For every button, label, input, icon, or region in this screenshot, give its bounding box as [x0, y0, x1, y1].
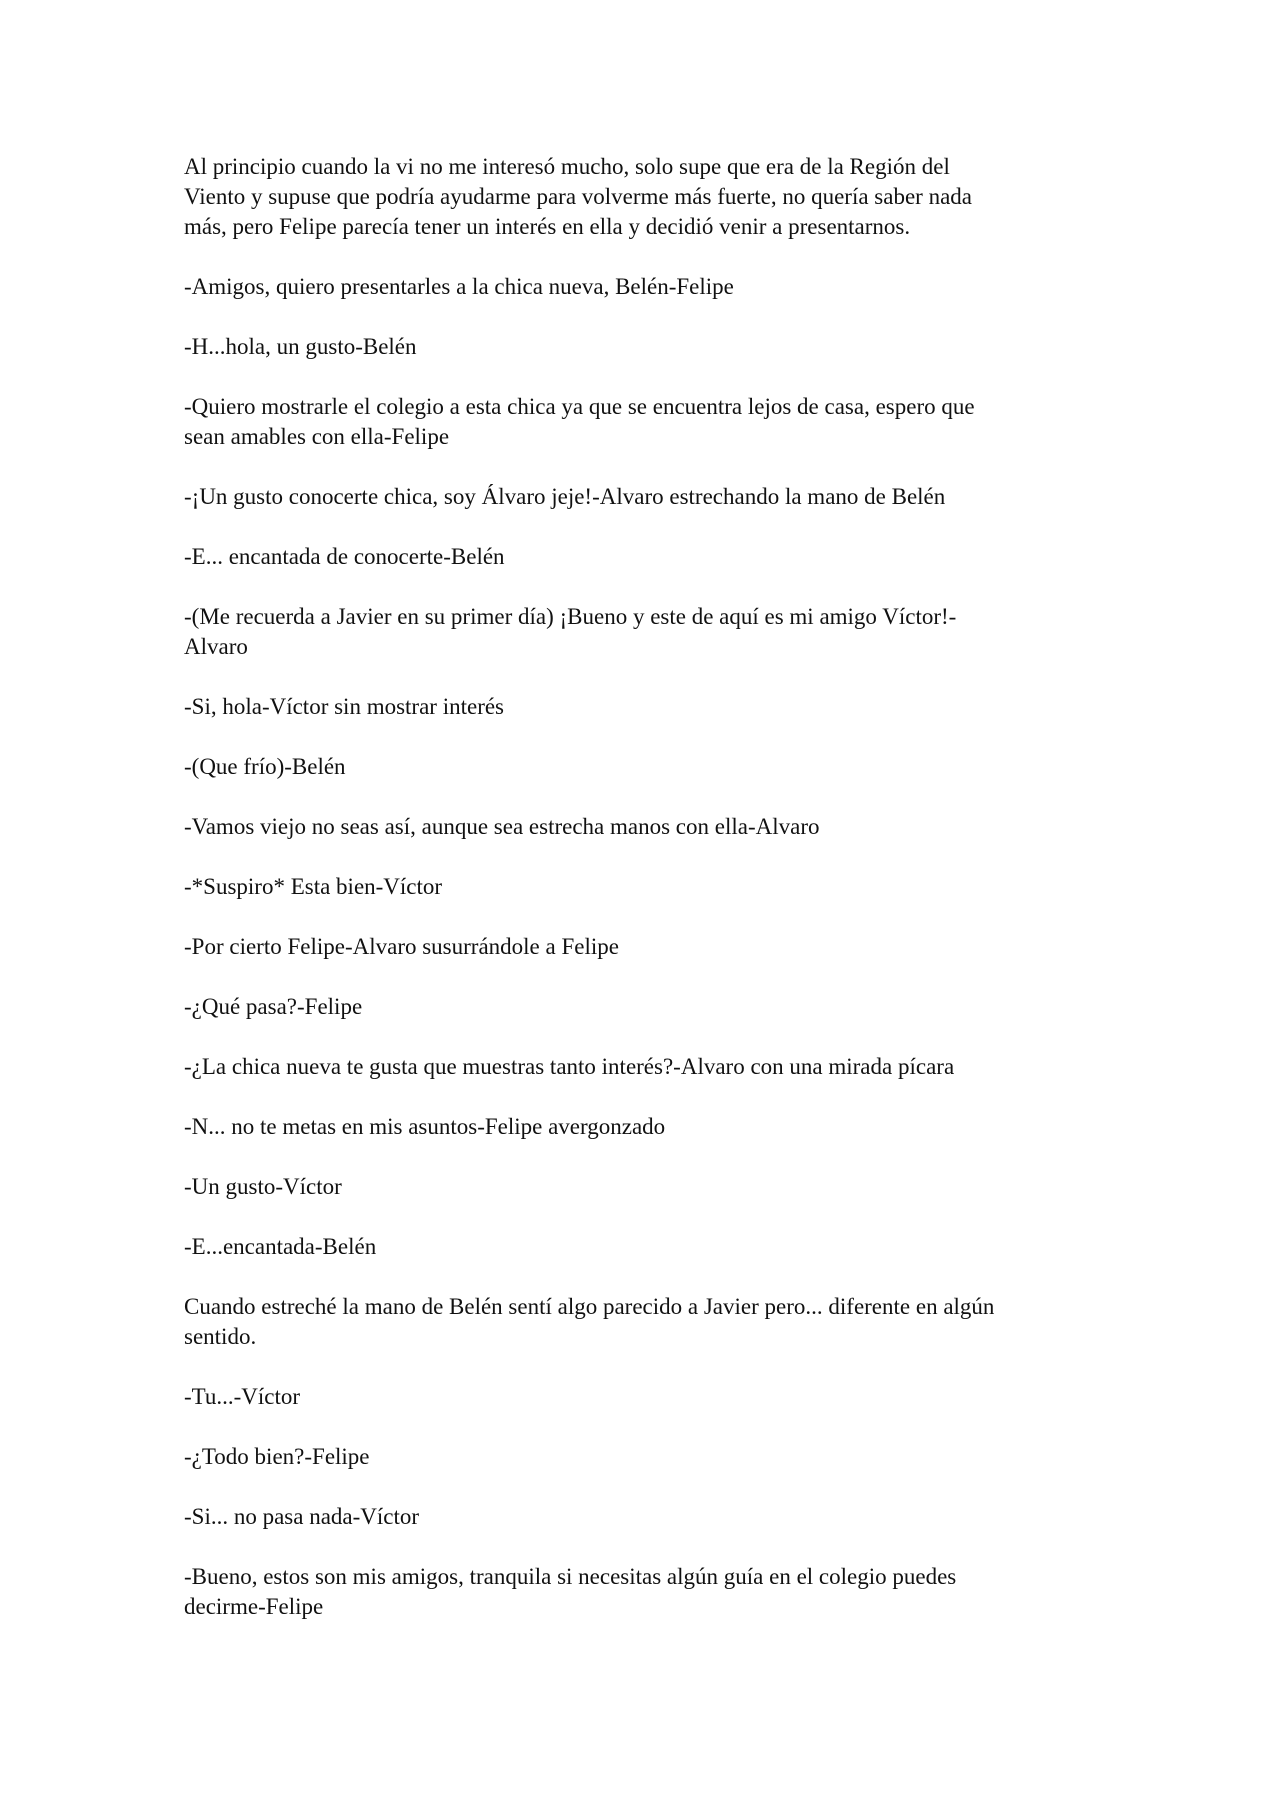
- paragraph: [184, 272, 1280, 302]
- text-line: -Si... no pasa nada-Víctor: [184, 1504, 420, 1529]
- text-line: -Bueno, estos son mis amigos, tranquila si necesitas algún guía en el colegio puedes: [184, 1564, 957, 1589]
- paragraph: [184, 1562, 1280, 1622]
- text-line: -E...encantada-Belén: [184, 1234, 377, 1259]
- text-line: -Un gusto-Víctor: [184, 1174, 342, 1199]
- text-line: -*Suspiro* Esta bien-Víctor: [184, 874, 443, 899]
- paragraph: [184, 602, 1280, 662]
- text-line: -(Me recuerda a Javier en su primer día) ¡Bueno y este de aquí es mi amigo Víctor!-: [184, 604, 957, 629]
- text-line: -Si, hola-Víctor sin mostrar interés: [184, 694, 505, 719]
- paragraph: [184, 1232, 1280, 1262]
- text-line: -Tu...-Víctor: [184, 1384, 301, 1409]
- text-line: decirme-Felipe: [184, 1594, 324, 1619]
- text-line: más, pero Felipe parecía tener un interés en ella y decidió venir a presentarnos.: [184, 214, 911, 239]
- paragraph: [184, 872, 1280, 902]
- text-line: sentido.: [184, 1324, 257, 1349]
- text-line: -E... encantada de conocerte-Belén: [184, 544, 505, 569]
- text-line: Cuando estreché la mano de Belén sentí algo parecido a Javier pero... diferente en algún: [184, 1294, 995, 1319]
- paragraph: [184, 692, 1280, 722]
- paragraph: [184, 992, 1280, 1022]
- paragraph: [184, 1172, 1280, 1202]
- text-line: -(Que frío)-Belén: [184, 754, 346, 779]
- paragraph: [184, 152, 1280, 242]
- text-line: -¿Qué pasa?-Felipe: [184, 994, 363, 1019]
- text-line: -Quiero mostrarle el colegio a esta chica ya que se encuentra lejos de casa, espero que: [184, 394, 975, 419]
- paragraph: [184, 812, 1280, 842]
- paragraph: [184, 392, 1280, 452]
- text-line: sean amables con ella-Felipe: [184, 424, 450, 449]
- text-line: Viento y supuse que podría ayudarme para volverme más fuerte, no quería saber nada: [184, 184, 972, 209]
- paragraph: [184, 932, 1280, 962]
- paragraph: [184, 332, 1280, 362]
- text-line: -Por cierto Felipe-Alvaro susurrándole a Felipe: [184, 934, 619, 959]
- paragraph: [184, 1052, 1280, 1082]
- text-line: -Amigos, quiero presentarles a la chica nueva, Belén-Felipe: [184, 274, 734, 299]
- text-line: -N... no te metas en mis asuntos-Felipe avergonzado: [184, 1114, 666, 1139]
- text-line: -Vamos viejo no seas así, aunque sea estrecha manos con ella-Alvaro: [184, 814, 820, 839]
- text-line: -¡Un gusto conocerte chica, soy Álvaro jeje!-Alvaro estrechando la mano de Belén: [184, 484, 946, 509]
- text-line: -¿Todo bien?-Felipe: [184, 1444, 370, 1469]
- paragraph: [184, 1502, 1280, 1532]
- text-line: -¿La chica nueva te gusta que muestras tanto interés?-Alvaro con una mirada pícara: [184, 1054, 955, 1079]
- text-line: Alvaro: [184, 634, 248, 659]
- paragraph: [184, 1292, 1280, 1352]
- text-line: -H...hola, un gusto-Belén: [184, 334, 417, 359]
- paragraph: [184, 1382, 1280, 1412]
- text-line: Al principio cuando la vi no me interesó mucho, solo supe que era de la Región del: [184, 154, 950, 179]
- paragraph: [184, 542, 1280, 572]
- paragraph: [184, 752, 1280, 782]
- paragraph: [184, 1112, 1280, 1142]
- paragraph: [184, 1442, 1280, 1472]
- paragraph: [184, 482, 1280, 512]
